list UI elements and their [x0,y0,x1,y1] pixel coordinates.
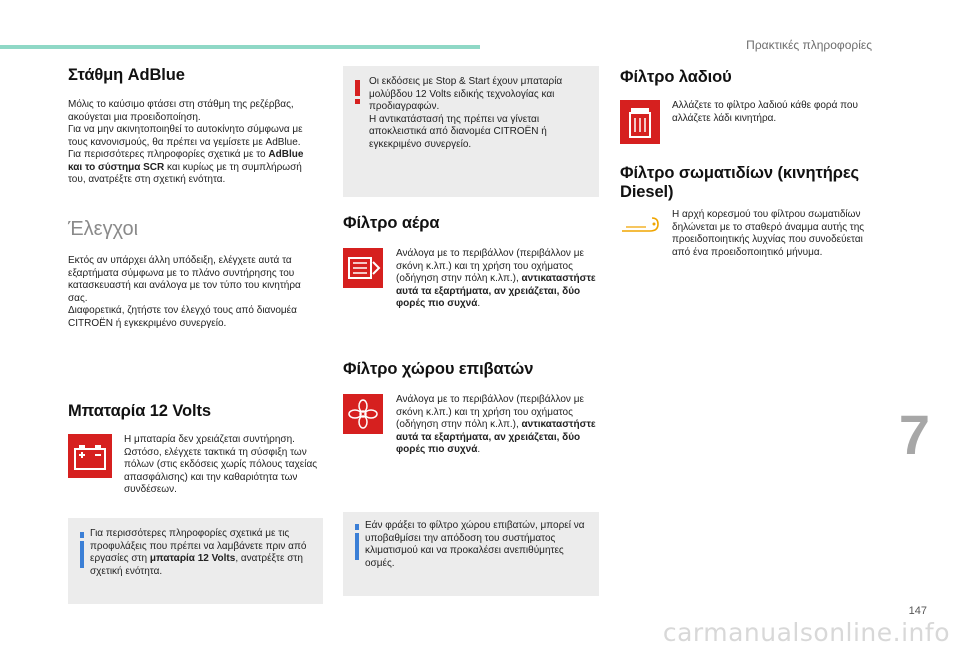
section-label: Πρακτικές πληροφορίες [746,38,872,52]
oil-filter-icon [620,100,660,144]
header-accent-bar [0,45,480,49]
air-filter-icon [343,248,383,288]
dpf-title [620,164,859,202]
battery-info-box [68,518,323,604]
warning-icon [353,80,363,109]
info-icon [80,532,84,568]
checks-text [68,255,323,330]
oil-filter-text: Αλλάζετε το φίλτρο λαδιού κάθε φορά που αλλάζετε λάδι κινητήρα. [672,100,858,124]
battery-info-text: Για περισσότερες πληροφορίες σχετικά με τις προφυλάξεις που πρέπει να λαμβάνετε πριν από εργασίες στη μπαταρία 12 Volts, ανατρέξτε στη σχετική ενότητα. [90,528,307,577]
chapter-number: 7 [898,403,930,466]
dpf-title-line1: Φίλτρο σωματιδίων (κινητήρες [620,164,860,182]
air-filter-text: Ανάλογα με το περιβάλλον (περιβάλλον με σκόνη κ.λπ.) και τη χρήση του οχήματος (οδήγηση στην πόλη κ.λπ.), αντικαταστήστε αυτά τα εξαρτήματα, αν χρειάζεται, δύο φορές πιο συχνά. [396,248,596,309]
page-number: 147 [908,605,927,617]
cabin-filter-icon [343,394,383,434]
cabin-filter-text: Ανάλογα με το περιβάλλον (περιβάλλον με σκόνη κ.λπ.) και τη χρήση του οχήματος (οδήγηση στην πόλη κ.λπ.), αντικαταστήστε αυτά τα εξαρτήματα, αν χρειάζεται, δύο φορές πιο συχνά. [396,394,596,455]
oil-filter-title: Φίλτρο λαδιού [620,68,732,86]
cabin-filter-title: Φίλτρο χώρου επιβατών [343,360,534,378]
warning-p2: Η αντικατάστασή της πρέπει να γίνεται αποκλειστικά από διανομέα CITROËN ή εγκεκριμένο συνεργείο. [369,113,547,150]
adblue-p2: Για να μην ακινητοποιηθεί το αυτοκίνητο σύμφωνα με τους κανονισμούς, θα πρέπει να γεμίσετε με AdBlue. [68,124,303,148]
dpf-title-line2: Diesel) [620,183,674,201]
air-filter-title: Φίλτρο αέρα [343,214,440,232]
adblue-text [68,99,320,187]
warning-box [343,66,599,197]
checks-p1: Εκτός αν υπάρχει άλλη υπόδειξη, ελέγχετε αυτά τα εξαρτήματα σύμφωνα με το πλάνο συντήρησης του κατασκευαστή και ανάλογα με τον τύπο του κινητήρα σας. [68,255,301,304]
checks-p2: Διαφορετικά, ζητήστε τον έλεγχό τους από διανομέα CITROËN ή εγκεκριμένο συνεργείο. [68,305,297,329]
warning-p1: Οι εκδόσεις με Stop & Start έχουν μπαταρία μολύβδου 12 Volts ειδικής τεχνολογίας και προδιαγραφών. [369,76,563,112]
watermark: carmanualsonline.info [662,618,950,647]
battery-icon [68,434,112,478]
battery-title: Μπαταρία 12 Volts [68,402,211,420]
adblue-title: Στάθμη AdBlue [68,66,185,84]
particle-filter-warning-icon [620,215,664,242]
warning-text [369,76,593,151]
dpf-text: Η αρχή κορεσμού του φίλτρου σωματιδίων δηλώνεται με το σταθερό άναμμα αυτής της προειδοποιητικής λυχνίας που συνοδεύεται από ένα προειδοποιητικό μήνυμα. [672,209,865,258]
adblue-p3: Για περισσότερες πληροφορίες σχετικά με το AdBlue και το σύστημα SCR και κυρίως με τη συμπλήρωσή του, ανατρέξτε στη σχετική ενότητα. [68,149,304,185]
checks-title: Έλεγχοι [68,218,139,240]
cabin-info-box [343,512,599,596]
battery-text: Η μπαταρία δεν χρειάζεται συντήρηση. Ωστόσο, ελέγχετε τακτικά τη σύσφιξη των πόλων (στις εκδόσεις χωρίς πόλους ταχείας απασφάλισης) και την καθαριότητα των συνδέσεων. [124,434,318,495]
cabin-info-text: Εάν φράξει το φίλτρο χώρου επιβατών, μπορεί να υποβαθμίσει την απόδοση του συστήματος κλιματισμού και να προκαλέσει ανεπιθύμητες οσμές. [365,520,585,569]
adblue-p1: Μόλις το καύσιμο φτάσει στη στάθμη της ρεζέρβας, ακούγεται μια προειδοποίηση. [68,99,294,123]
info-icon [355,524,359,565]
